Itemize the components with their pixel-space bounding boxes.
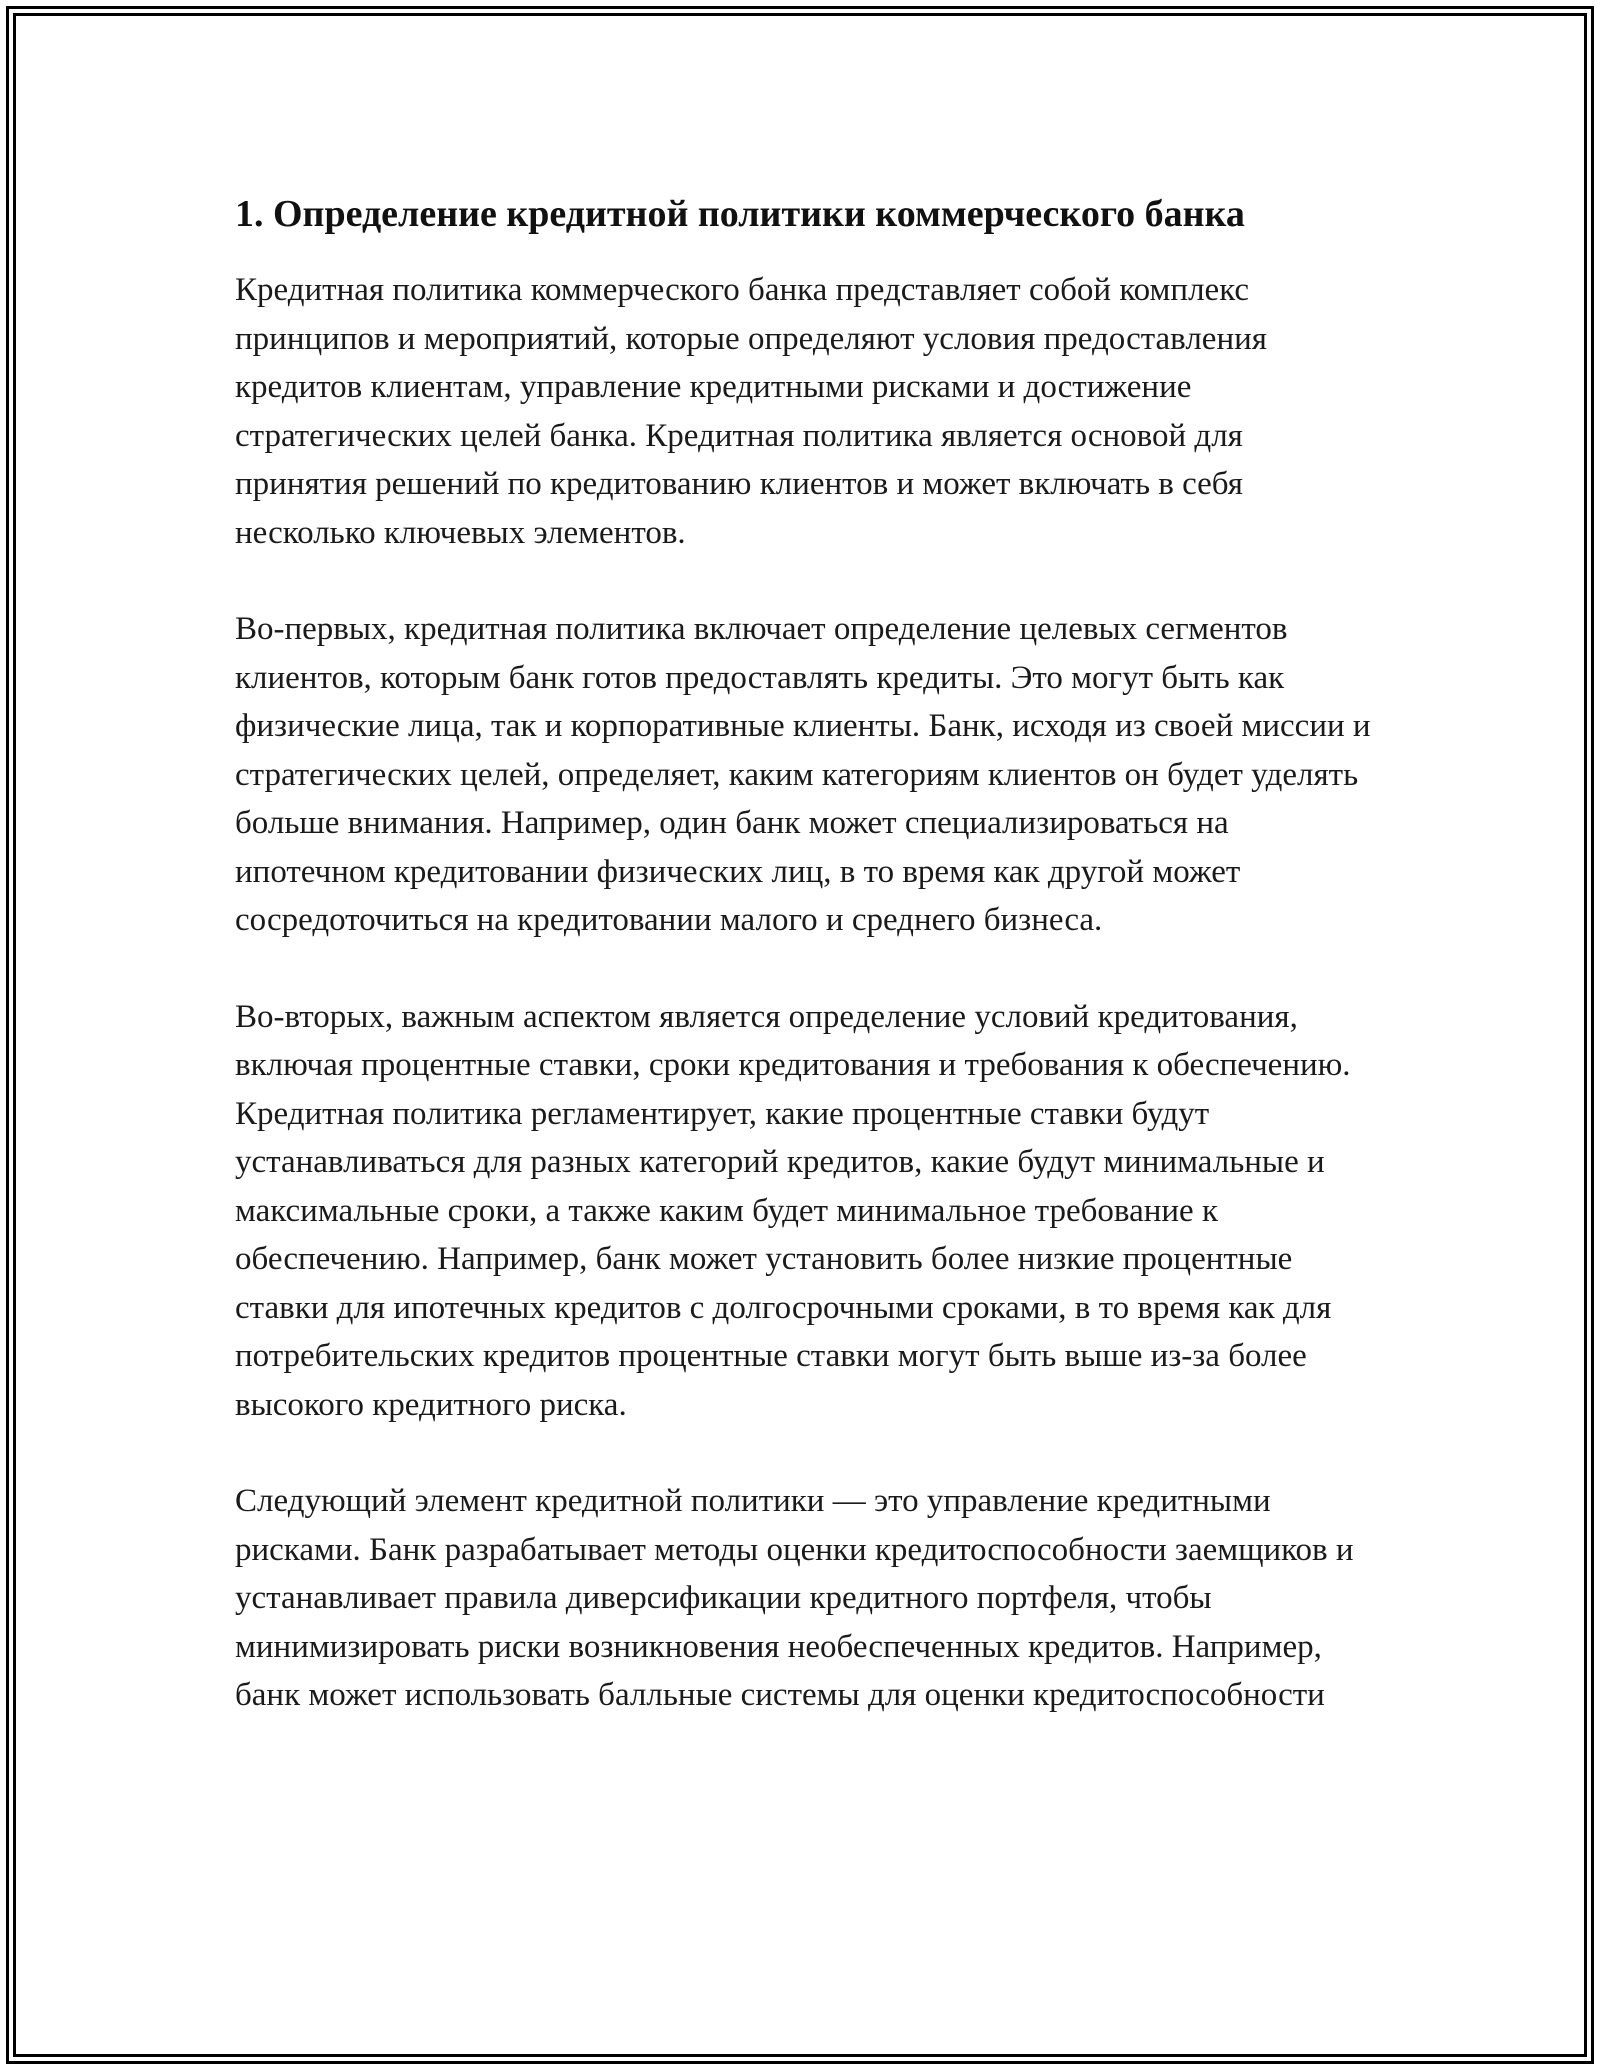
paragraph-credit-terms: Во-вторых, важным аспектом является определение условий кредитования, включая процентные ставки, сроки кредитования и требования к обеспечению. Кредитная политика регламентирует, какие процентные ставки будут устанавливаться для разных категорий кредитов, какие будут минимальные и максимальные сроки, а также каким будет минимальное требование к обеспечению. Например, банк может установить более низкие процентные ставки для ипотечных кредитов с долгосрочными сроками, в то время как для потребительских кредитов процентные ставки могут быть выше из-за более высокого кредитного риска. <box>235 998 1351 1423</box>
section-title: 1. Определение кредитной политики коммерческого банка <box>235 193 1245 235</box>
document-body <box>235 186 1375 1768</box>
paragraph-intro: Кредитная политика коммерческого банка представляет собой комплекс принципов и мероприятий, которые определяют условия предоставления кредитов клиентам, управление кредитными рисками и достижение стратегических целей банка. Кредитная политика является основой для принятия решений по кредитованию клиентов и может включать в себя несколько ключевых элементов. <box>235 272 1267 551</box>
paragraph-target-segments: Во-первых, кредитная политика включает определение целевых сегментов клиентов, которым банк готов предоставлять кредиты. Это могут быть как физические лица, так и корпоративные клиенты. Банк, исходя из своей миссии и стратегических целей, определяет, каким категориям клиентов он будет уделять больше внимания. Например, один банк может специализироваться на ипотечном кредитовании физических лиц, в то время как другой может сосредоточиться на кредитовании малого и среднего бизнеса. <box>235 611 1371 938</box>
paragraph-risk-management: Следующий элемент кредитной политики — это управление кредитными рисками. Банк разрабатывает методы оценки кредитоспособности заемщиков и устанавливает правила диверсификации кредитного портфеля, чтобы минимизировать риски возникновения необеспеченных кредитов. Например, банк может использовать балльные системы для оценки кредитоспособности <box>235 1483 1354 1713</box>
